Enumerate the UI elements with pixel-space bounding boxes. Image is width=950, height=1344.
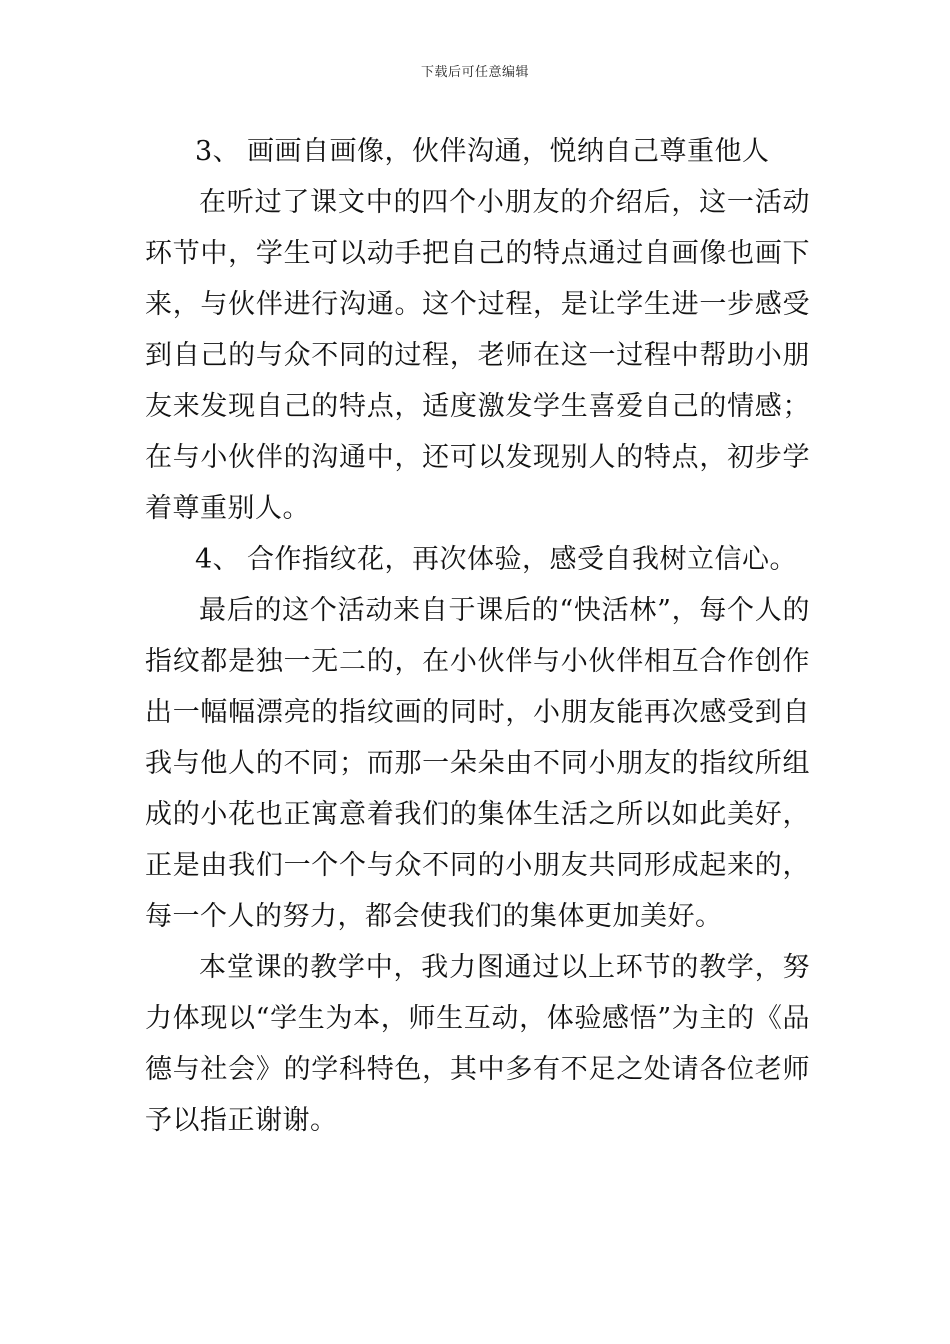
section-title: 合作指纹花，再次体验，感受自我树立信心。 bbox=[247, 544, 797, 575]
section-title: 画画自画像，伙伴沟通，悦纳自己尊重他人 bbox=[247, 136, 770, 167]
paragraph-self-portrait: 在听过了课文中的四个小朋友的介绍后，这一活动环节中，学生可以动手把自己的特点通过自画像也画下来，与伙伴进行沟通。这个过程，是让学生进一步感受到自己的与众不同的过程，老师在这一过程中帮助小朋友来发现自己的特点，适度激发学生喜爱自己的情感；在与小伙伴的沟通中，还可以发现别人的特点，初步学着尊重别人。 bbox=[145, 187, 810, 524]
section-heading-4 bbox=[145, 534, 810, 585]
header-note: 下载后可任意编辑 bbox=[420, 65, 529, 80]
document-body bbox=[145, 126, 810, 1146]
paragraph-fingerprint: 最后的这个活动来自于课后的“快活林”，每个人的指纹都是独一无二的，在小伙伴与小伙伴相互合作创作出一幅幅漂亮的指纹画的同时，小朋友能再次感受到自我与他人的不同；而那一朵朵由不同小朋友的指纹所组成的小花也正寓意着我们的集体生活之所以如此美好，正是由我们一个个与众不同的小朋友共同形成起来的，每一个人的努力，都会使我们的集体更加美好。 bbox=[145, 595, 810, 932]
section-heading-3 bbox=[145, 126, 810, 177]
paragraph-conclusion: 本堂课的教学中，我力图通过以上环节的教学，努力体现以“学生为本，师生互动，体验感悟”为主的《品德与社会》的学科特色，其中多有不足之处请各位老师予以指正谢谢。 bbox=[145, 952, 810, 1136]
section-number: 4、 bbox=[195, 544, 241, 575]
section-number: 3、 bbox=[195, 136, 241, 167]
